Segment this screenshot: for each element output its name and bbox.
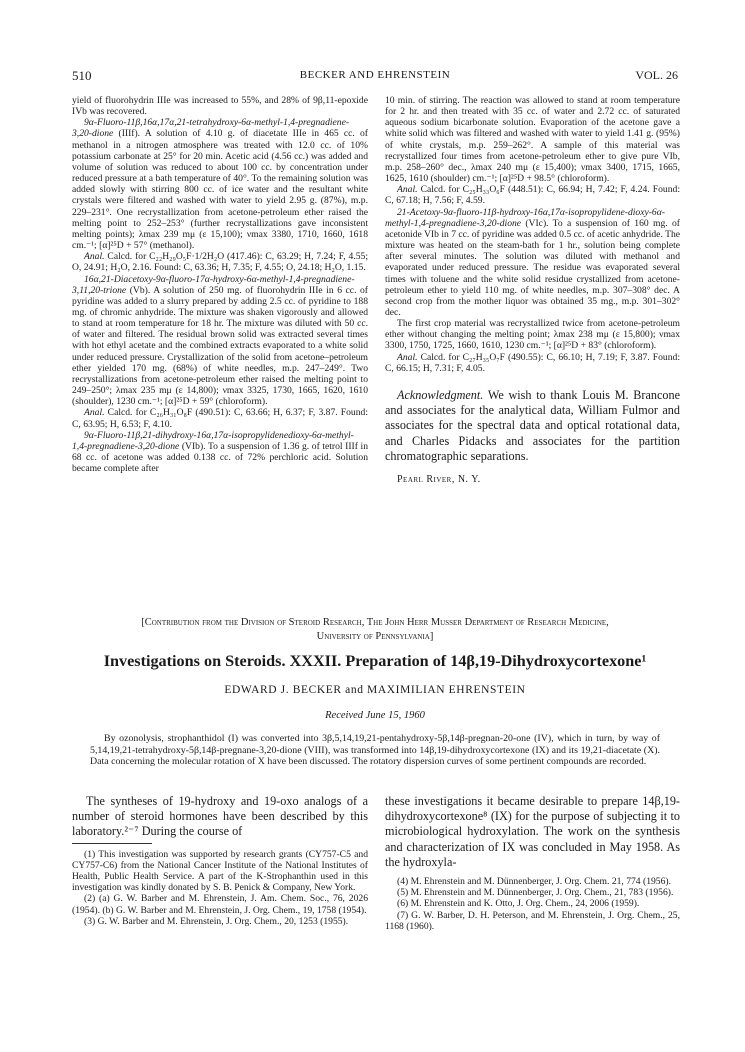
acknowledgment-label: Acknowledgment. [397, 387, 484, 402]
acknowledgment-text: We wish to thank Louis M. Brancone and associates for the analytical data, William Fulmor and associates for the spectral data and optical rotational data, and Charles Pidacks and associates for the partition chromatographic separations. [385, 387, 680, 463]
page-number: 510 [72, 68, 92, 83]
paragraph-text: Calcd. for C₂₂H₂₉O₅F·1/2H₂O (417.46): C, 63.29; H, 7.24; F, 4.55; O, 24.91; H₂O, 2.16. Found: C, 63.36; H, 7.35; F, 4.55; O, 24.18; H₂O, 1.15. [72, 251, 368, 274]
footnote: (2) (a) G. W. Barber and M. Ehrenstein, J. Am. Chem. Soc., 76, 2026 (1954). (b) G. W. Barber and M. Ehrenstein, J. Org. Chem., 19, 1758 (1954). [72, 893, 368, 916]
compound-heading: 9α-Fluoro-11β,21-dihydroxy-16α,17α-isopropylidenedioxy-6α-methyl-1,4-pregnadiene-3,20-dione [72, 429, 354, 452]
footnote: (7) G. W. Barber, D. H. Peterson, and M. Ehrenstein, J. Org. Chem., 25, 1168 (1960). [385, 909, 680, 932]
analysis-label: Anal. [397, 184, 418, 196]
paragraph-text: (IIIf). A solution of 4.10 g. of diacetate IIIe in 465 cc. of methanol in a nitrogen atmosphere was treated with 12.0 cc. of 10% potassium carbonate at 25° for 20 min. Acetic acid (4.56 cc.) was added and volume of solution was reduced to about 100 cc. by concentration under reduced pressure at a bath temperature of 40°. To the remaining solution was added slowly with stirring 800 cc. of ice water and the resultant white crystals were filtered and washed with water to yield 2.95 g. (87%), m.p. 229–231°. One recrystallization from acetone-petroleum ether raised the melting point to 252–253° (further recrystallizations gave inconsistent melting points); λmax 239 mμ (ε 15,100); νmax 3380, 1710, 1660, 1618 cm.⁻¹; [α]²⁵D + 57° (methanol). [72, 128, 368, 252]
contribution-line-2: University of Pennsylvania] [316, 631, 434, 642]
paragraph [72, 430, 368, 475]
footnotes-right [385, 876, 680, 932]
article-authors: EDWARD J. BECKER and MAXIMILIAN EHRENSTEIN [224, 684, 526, 696]
footnote: (1) This investigation was supported by research grants (CY757-C5 and CY757-C6) from the National Cancer Institute of the National Institutes of Health, Public Health Service. A part of the K-Strophanthin used in this investigation was kindly donated by S. B. Penick & Company, New York. [72, 848, 368, 894]
footnote: (6) M. Ehrenstein and K. Otto, J. Org. Chem., 24, 2006 (1959). [397, 898, 640, 910]
footnotes-left [72, 849, 368, 927]
paragraph-text: Calcd. for C₂₇H₃₅O₇F (490.55): C, 66.10; H, 7.19; F, 3.87. Found: C, 66.15; H, 7.31; F, 4.05. [385, 351, 680, 374]
paragraph [72, 274, 368, 408]
footnote: (3) G. W. Barber and M. Ehrenstein, J. Org. Chem., 20, 1253 (1955). [84, 915, 349, 927]
body-paragraph: these investigations it became desirable to prepare 14β,19-dihydroxycortexone⁸ (IX) for the purpose of subjecting it to microbiological hydroxylation. The work on the synthesis and characterization of IX was concluded in May 1958. As the hydroxyla- [385, 794, 680, 869]
paragraph: 10 min. of stirring. The reaction was allowed to stand at room temperature for 2 hr. and then treated with 35 cc. of water and 2.72 cc. of saturated aqueous sodium bicarbonate solution. Evaporation of the acetone gave a white solid which was filtered and washed with water to yield 1.41 g. (95%) of white crystals, m.p. 259–262°. A sample of this material was recrystallized four times from acetone-petroleum ether to give pure VIb, m.p. 258–260° dec., λmax 240 mμ (ε 15,400); νmax 3400, 1715, 1665, 1625, 1610 (shoulder) cm.⁻¹; [α]²⁵D + 98.5° (chloroform). [385, 95, 680, 185]
paragraph-text: Calcd. for C₂₆H₃₁O₈F (490.51): C, 63.66; H, 6.37; F, 3.87. Found: C, 63.95; H, 6.53; F, 4.10. [72, 407, 368, 430]
abstract-text: By ozonolysis, strophanthidol (I) was converted into 3β,5,14,19,21-pentahydroxy-5β,14β-pregnan-20-one (IV), which in turn, by way of 5,14,19,21-tetrahydroxy-5β,14β-pregnane-3,20-dione (VIII), was transformed into 14β,19-dihydroxycortexone (IX) and its 19,21-diacetate (X). Data concerning the molecular rotation of X have been discussed. The rotatory dispersion curves of some pertinent compounds are recorded. [90, 733, 660, 768]
paragraph [385, 352, 680, 374]
received-date: Received June 15, 1960 [325, 710, 425, 721]
body-column-left [72, 794, 368, 927]
paragraph [72, 407, 368, 429]
paragraph-text: (Vb). A solution of 250 mg. of fluorohydrin IIIe in 6 cc. of pyridine was added to a slurry prepared by adding 2.5 cc. of pyridine to 188 mg. of chromic anhydride. The mixture was shaken vigorously and allowed to stand at room temperature for 18 hr. The mixture was diluted with 50 cc. of water and filtered. The residual brown solid was extracted several times with hot ethyl acetate and the combined extracts evaporated to a white solid under reduced pressure. Crystallization of the solid from acetone–petroleum ether yielded 170 mg. (68%) of white needles, m.p. 247–249°. Two recrystallizations from acetone-petroleum ether raised the melting point to 249–250°; λmax 235 mμ (ε 14,800); νmax 3325, 1730, 1665, 1620, 1610 (shoulder), 1230 cm.⁻¹; [α]²⁵D + 59° (chloroform). [72, 284, 368, 408]
running-header [72, 68, 678, 84]
abstract [90, 733, 660, 768]
experimental-column-left [72, 95, 368, 474]
footnote-divider [72, 843, 152, 844]
analysis-label: Anal. [84, 407, 105, 419]
contribution-line-1: [Contribution from the Division of Steroid Research, The John Herr Musser Department of Research Medicine, [141, 617, 609, 628]
experimental-column-right [385, 95, 680, 485]
acknowledgment [385, 388, 680, 464]
compound-heading: 21-Acetoxy-9α-fluoro-11β-hydroxy-16α,17α-isopropylidene-dioxy-6α-methyl-1,4-pregnadiene-3,20-dione [385, 206, 665, 229]
analysis-label: Anal. [397, 351, 418, 363]
footnote: (4) M. Ehrenstein and M. Dünnenberger, J. Org. Chem. 21, 774 (1956). [397, 876, 671, 888]
paragraph [72, 251, 368, 273]
paragraph: The first crop material was recrystallized twice from acetone-petroleum ether without changing the melting point; λmax 238 mμ (ε 15,800); νmax 3300, 1750, 1725, 1660, 1610, 1230 cm.⁻¹; [α]²⁵D + 83° (chloroform). [385, 318, 680, 352]
footnote: (5) M. Ehrenstein and M. Dünnenberger, J. Org. Chem., 21, 783 (1956). [397, 887, 674, 899]
article-title: Investigations on Steroids. XXXII. Preparation of 14β,19-Dihydroxycortexone¹ [103, 652, 647, 670]
institution-location: Pearl River, N. Y. [397, 473, 481, 485]
paragraph: yield of fluorohydrin IIIe was increased to 55%, and 28% of 9β,11-epoxide IVb was recovered. [72, 95, 368, 118]
paragraph [385, 207, 680, 319]
paragraph-text: (VIb). To a suspension of 1.36 g. of tetrol IIIf in 68 cc. of acetone was added 0.138 cc. of 72% perchloric acid. Solution became complete after [72, 440, 368, 475]
paragraph [72, 117, 368, 251]
paragraph-text: (VIc). To a suspension of 160 mg. of acetonide VIb in 7 cc. of pyridine was added 0.5 cc. of acetic anhydride. The mixture was heated on the steam-bath for 1 hr., solution being complete after several minutes. The solution was diluted with methanol and evaporated under reduced pressure. The residue was evaporated several times with toluene and the white solid residue crystallized from acetone-petroleum ether to yield 110 mg. of white needles, m.p. 307–308° dec. A second crop from the mother liquor was obtained 35 mg., m.p. 301–302° dec. [385, 217, 680, 318]
analysis-label: Anal. [84, 251, 105, 263]
body-column-right [385, 794, 680, 932]
volume-label: VOL. 26 [635, 68, 678, 82]
running-title: BECKER AND EHRENSTEIN [299, 69, 451, 81]
contribution-note [72, 616, 678, 644]
compound-heading: 16α,21-Diacetoxy-9α-fluoro-17α-hydroxy-6α-methyl-1,4-pregnadiene-3,11,20-trione [72, 273, 355, 296]
body-paragraph: The syntheses of 19-hydroxy and 19-oxo analogs of a number of steroid hormones have been described by this laboratory.²⁻⁷ During the course of [72, 794, 368, 839]
paragraph [385, 184, 680, 206]
compound-heading: 9α-Fluoro-11β,16α,17α,21-tetrahydroxy-6α-methyl-1,4-pregnadiene-3,20-dione [72, 117, 350, 140]
paragraph-text: Calcd. for C₂₅H₃₃O₆F (448.51): C, 66.94; H, 7.42; F, 4.24. Found: C, 67.18; H, 7.56; F, 4.59. [385, 184, 680, 207]
